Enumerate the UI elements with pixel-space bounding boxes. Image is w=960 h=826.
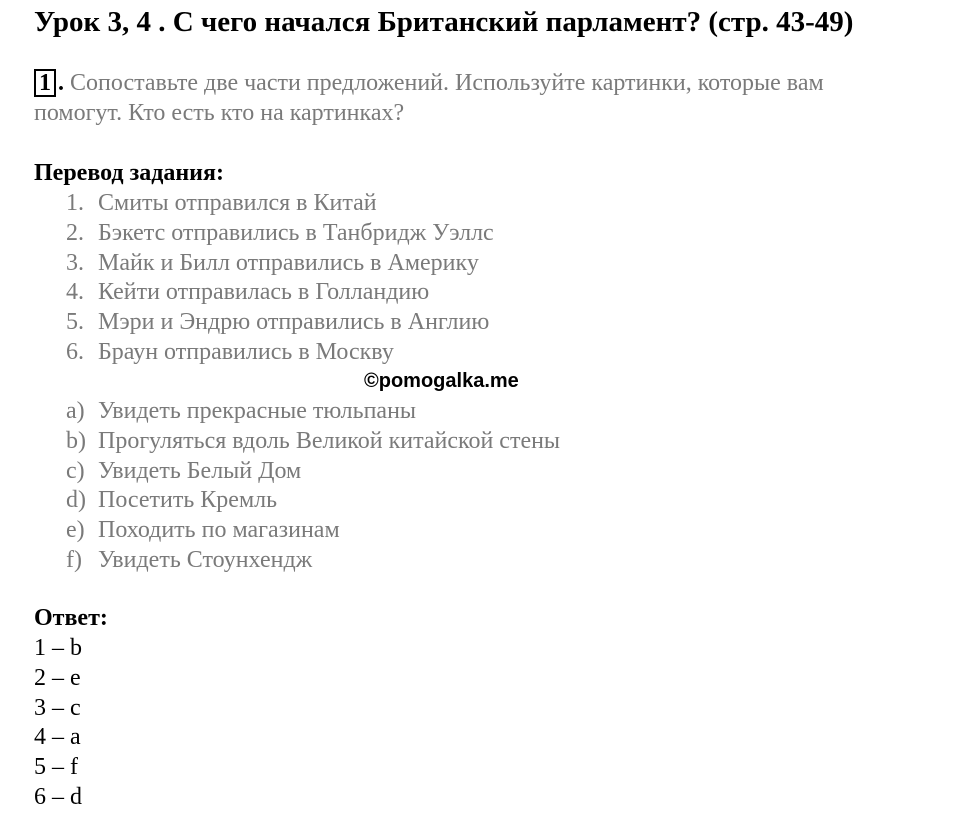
answer-item: 4 – a <box>34 724 81 751</box>
list-item-text: Бэкетс отправились в Танбридж Уэллс <box>98 219 494 246</box>
task-number-box: 1 <box>34 69 56 97</box>
list-item-text: Походить по магазинам <box>98 517 340 544</box>
list-item <box>66 516 560 546</box>
answer-item: 6 – d <box>34 783 82 810</box>
list-item-text: Браун отправились в Москву <box>98 338 394 365</box>
list-marker: c) <box>66 457 85 484</box>
list-item-text: Мэри и Эндрю отправились в Англию <box>98 309 490 336</box>
list-item-text: Увидеть прекрасные тюльпаны <box>98 398 417 424</box>
list-marker: 2. <box>66 219 84 246</box>
list-marker: 1. <box>66 190 84 216</box>
answer-list <box>34 634 82 813</box>
answer-item: 2 – e <box>34 664 81 691</box>
list-item <box>66 427 560 457</box>
list-item-text: Увидеть Белый Дом <box>98 457 302 484</box>
list-item <box>66 249 494 279</box>
list-marker: 6. <box>66 338 84 365</box>
list-item <box>66 189 494 219</box>
answer-item: 5 – f <box>34 754 78 781</box>
numbered-list <box>66 189 494 368</box>
list-marker: e) <box>66 517 85 544</box>
task-instruction <box>34 68 914 128</box>
lettered-list <box>66 397 560 576</box>
list-item-text: Посетить Кремль <box>98 487 278 514</box>
list-item <box>66 397 560 427</box>
list-item-text: Увидеть Стоунхендж <box>98 546 313 573</box>
list-item <box>66 308 494 338</box>
list-marker: 5. <box>66 309 84 336</box>
page-title: Урок 3, 4 . С чего начался Британский парламент? (стр. 43-49) <box>34 6 854 38</box>
list-item <box>66 457 560 487</box>
task-text: Сопоставьте две части предложений. Используйте картинки, которые вам помогут. Кто есть кто на картинках? <box>34 70 824 126</box>
list-marker: 3. <box>66 249 84 276</box>
list-item-text: Кейти отправилась в Голландию <box>98 279 430 306</box>
list-marker: b) <box>66 427 86 454</box>
answer-item: 1 – b <box>34 635 82 661</box>
list-item <box>66 219 494 249</box>
list-marker: f) <box>66 546 82 573</box>
list-item-text: Смиты отправился в Китай <box>98 190 377 216</box>
list-marker: d) <box>66 487 86 514</box>
list-item <box>66 338 494 368</box>
list-item <box>66 486 560 516</box>
watermark-text: ©pomogalka.me <box>364 370 519 392</box>
list-marker: 4. <box>66 279 84 306</box>
list-marker: a) <box>66 398 85 424</box>
list-item <box>66 546 560 576</box>
answer-label: Ответ: <box>34 605 108 631</box>
answer-item: 3 – c <box>34 694 81 721</box>
list-item-text: Прогуляться вдоль Великой китайской стены <box>98 427 561 454</box>
list-item <box>66 278 494 308</box>
task-number-dot: . <box>58 70 64 96</box>
translation-label: Перевод задания: <box>34 160 224 186</box>
list-item-text: Майк и Билл отправились в Америку <box>98 249 479 276</box>
